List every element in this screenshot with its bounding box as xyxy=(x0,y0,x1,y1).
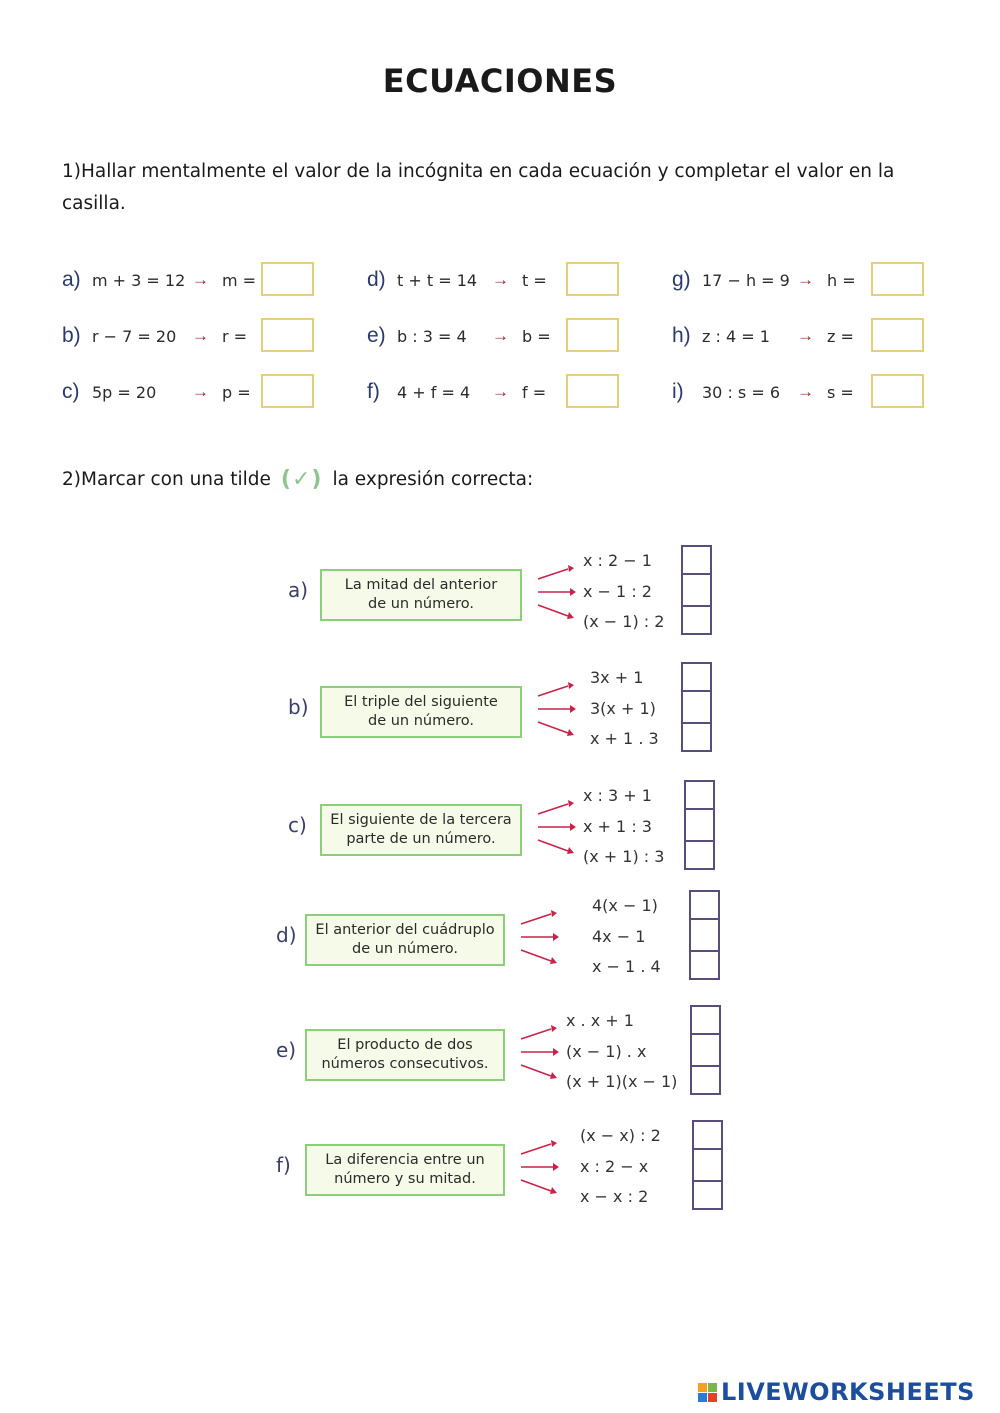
expression-item-5 xyxy=(0,1005,1000,1105)
phrase-line-2: parte de un número. xyxy=(346,831,496,847)
equation-8 xyxy=(672,318,928,354)
arrow-mid-head xyxy=(553,1163,559,1171)
equation-variable: f = xyxy=(522,382,547,402)
option-checkbox[interactable] xyxy=(689,950,720,980)
equation-7 xyxy=(672,262,928,298)
phrase-line-2: de un número. xyxy=(367,713,475,729)
phrase-line-2: números consecutivos. xyxy=(321,1056,489,1072)
equation-expression: t + t = 14 xyxy=(397,270,478,290)
item-label: a) xyxy=(288,578,309,602)
equation-label: h) xyxy=(672,324,691,347)
phrase-line-2: de un número. xyxy=(351,941,459,957)
option-checkbox[interactable] xyxy=(681,692,712,722)
arrow-right-icon: → xyxy=(492,382,509,401)
option-checkbox[interactable] xyxy=(681,722,712,752)
arrow-right-icon: → xyxy=(492,326,509,345)
equation-variable: b = xyxy=(522,326,551,346)
answer-box[interactable] xyxy=(871,318,924,352)
logo-square xyxy=(708,1393,717,1402)
phrase-line-1: El triple del siguiente xyxy=(344,694,498,710)
arrow-down-line xyxy=(538,722,568,733)
arrow-down-line xyxy=(521,1065,551,1076)
equation-label: e) xyxy=(367,324,386,347)
expression-item-3 xyxy=(0,780,1000,880)
expression-option: 3x + 1 xyxy=(590,668,644,687)
equation-variable: s = xyxy=(827,382,854,402)
check-mark-icon: (✓) xyxy=(280,467,323,492)
expression-option: x : 2 − 1 xyxy=(583,551,652,570)
arrow-down-head xyxy=(567,847,574,854)
arrow-right-icon: → xyxy=(192,270,209,289)
arrow-up-line xyxy=(538,686,568,696)
logo-mark-icon xyxy=(698,1383,717,1402)
arrow-up-line xyxy=(521,914,551,924)
branch-arrows-icon xyxy=(521,1136,561,1206)
arrow-right-icon: → xyxy=(192,326,209,345)
answer-box[interactable] xyxy=(566,262,619,296)
option-checkbox[interactable] xyxy=(690,1065,721,1095)
equation-label: a) xyxy=(62,268,81,291)
equation-label: d) xyxy=(367,268,386,291)
equation-2 xyxy=(62,318,318,354)
arrow-down-head xyxy=(550,957,557,964)
arrow-right-icon: → xyxy=(797,382,814,401)
equation-label: g) xyxy=(672,268,691,291)
logo-square xyxy=(698,1383,707,1392)
item-label: d) xyxy=(276,923,297,947)
equation-label: c) xyxy=(62,380,80,403)
equation-variable: z = xyxy=(827,326,854,346)
answer-box[interactable] xyxy=(261,318,314,352)
branch-arrows-icon xyxy=(538,796,578,866)
expression-option: (x + 1) : 3 xyxy=(583,847,665,866)
equation-expression: 5p = 20 xyxy=(92,382,157,402)
equation-expression: m + 3 = 12 xyxy=(92,270,186,290)
option-checkbox[interactable] xyxy=(681,575,712,605)
arrow-down-line xyxy=(521,1180,551,1191)
option-checkbox[interactable] xyxy=(684,810,715,840)
branch-arrows-icon xyxy=(521,906,561,976)
expression-option: 4(x − 1) xyxy=(592,896,658,915)
equation-variable: h = xyxy=(827,270,856,290)
option-checkbox[interactable] xyxy=(692,1150,723,1180)
equation-expression: 17 − h = 9 xyxy=(702,270,790,290)
phrase-box xyxy=(305,1029,505,1081)
answer-box[interactable] xyxy=(261,262,314,296)
arrow-down-line xyxy=(538,605,568,616)
branch-arrows-icon xyxy=(538,561,578,631)
equation-variable: p = xyxy=(222,382,251,402)
equation-6 xyxy=(367,374,623,410)
equation-variable: m = xyxy=(222,270,257,290)
page-title: ECUACIONES xyxy=(382,62,618,100)
arrow-up-line xyxy=(538,569,568,579)
answer-box[interactable] xyxy=(261,374,314,408)
arrow-down-head xyxy=(567,729,574,736)
logo-square xyxy=(698,1393,707,1402)
arrow-up-line xyxy=(521,1029,551,1039)
expression-item-6 xyxy=(0,1120,1000,1220)
arrow-down-head xyxy=(550,1187,557,1194)
expression-option: x : 2 − x xyxy=(580,1157,649,1176)
arrow-mid-head xyxy=(570,823,576,831)
arrow-right-icon: → xyxy=(797,326,814,345)
arrow-down-line xyxy=(538,840,568,851)
instruction-1: 1)Hallar mentalmente el valor de la incógnita en cada ecuación y completar el valor en la casilla. xyxy=(62,161,895,214)
arrow-up-head xyxy=(551,1140,557,1147)
expression-option: x − 1 : 2 xyxy=(583,582,652,601)
expression-option: x + 1 : 3 xyxy=(583,817,652,836)
expression-option: x − x : 2 xyxy=(580,1187,649,1206)
equation-label: b) xyxy=(62,324,81,347)
option-checkbox[interactable] xyxy=(692,1180,723,1210)
equation-variable: r = xyxy=(222,326,248,346)
phrase-line-2: de un número. xyxy=(367,596,475,612)
answer-box[interactable] xyxy=(871,262,924,296)
answer-box[interactable] xyxy=(566,318,619,352)
arrow-down-head xyxy=(550,1072,557,1079)
phrase-line-1: La diferencia entre un xyxy=(325,1152,485,1168)
phrase-line-1: La mitad del anterior xyxy=(344,577,498,593)
arrow-up-head xyxy=(551,910,557,917)
option-checkbox[interactable] xyxy=(690,1005,721,1035)
arrow-up-line xyxy=(538,804,568,814)
logo-square xyxy=(708,1383,717,1392)
item-label: c) xyxy=(288,813,307,837)
equation-expression: z : 4 = 1 xyxy=(702,326,770,346)
expression-item-1 xyxy=(0,545,1000,645)
phrase-line-2: número y su mitad. xyxy=(334,1171,476,1187)
expression-option: x + 1 . 3 xyxy=(590,729,659,748)
arrow-right-icon: → xyxy=(192,382,209,401)
branch-arrows-icon xyxy=(521,1021,561,1091)
expression-option: (x − x) : 2 xyxy=(580,1126,661,1145)
arrow-up-head xyxy=(568,682,574,689)
arrow-down-head xyxy=(567,612,574,619)
brand-name: LIVEWORKSHEETS xyxy=(721,1378,975,1406)
phrase-line-1: El producto de dos xyxy=(337,1037,473,1053)
arrow-mid-head xyxy=(553,933,559,941)
arrow-mid-head xyxy=(553,1048,559,1056)
expression-option: x : 3 + 1 xyxy=(583,786,652,805)
equation-expression: 4 + f = 4 xyxy=(397,382,471,402)
expression-option: 4x − 1 xyxy=(592,927,646,946)
option-checkbox[interactable] xyxy=(689,890,720,920)
phrase-box xyxy=(305,914,505,966)
item-label: e) xyxy=(276,1038,297,1062)
equation-expression: b : 3 = 4 xyxy=(397,326,467,346)
expression-option: 3(x + 1) xyxy=(590,699,656,718)
expression-option: (x − 1) . x xyxy=(566,1042,647,1061)
option-checkbox[interactable] xyxy=(689,920,720,950)
expression-item-2 xyxy=(0,662,1000,762)
phrase-line-1: El siguiente de la tercera xyxy=(330,812,512,828)
option-checkbox[interactable] xyxy=(681,605,712,635)
expression-option: (x − 1) : 2 xyxy=(583,612,665,631)
option-checkbox[interactable] xyxy=(690,1035,721,1065)
arrow-up-head xyxy=(551,1025,557,1032)
option-checkbox[interactable] xyxy=(681,545,712,575)
expression-option: x − 1 . 4 xyxy=(592,957,661,976)
phrase-box xyxy=(305,1144,505,1196)
arrow-right-icon: → xyxy=(797,270,814,289)
option-checkbox[interactable] xyxy=(692,1120,723,1150)
item-label: f) xyxy=(276,1153,291,1177)
equation-label: f) xyxy=(367,380,380,403)
liveworksheets-logo xyxy=(698,1378,975,1406)
arrow-right-icon: → xyxy=(492,270,509,289)
phrase-box xyxy=(320,686,522,738)
option-checkbox[interactable] xyxy=(684,780,715,810)
arrow-down-line xyxy=(521,950,551,961)
arrow-up-head xyxy=(568,800,574,807)
phrase-line-1: El anterior del cuádruplo xyxy=(315,922,495,938)
item-label: b) xyxy=(288,695,309,719)
equation-expression: 30 : s = 6 xyxy=(702,382,781,402)
expression-option: x . x + 1 xyxy=(566,1011,634,1030)
phrase-box xyxy=(320,804,522,856)
equation-4 xyxy=(367,262,623,298)
branch-arrows-icon xyxy=(538,678,578,748)
option-checkbox[interactable] xyxy=(681,662,712,692)
arrow-mid-head xyxy=(570,705,576,713)
arrow-mid-head xyxy=(570,588,576,596)
option-checkbox[interactable] xyxy=(684,840,715,870)
answer-box[interactable] xyxy=(566,374,619,408)
equation-label: i) xyxy=(672,380,684,403)
equation-variable: t = xyxy=(522,270,547,290)
expression-option: (x + 1)(x − 1) xyxy=(566,1072,678,1091)
equation-expression: r − 7 = 20 xyxy=(92,326,177,346)
equation-5 xyxy=(367,318,623,354)
instruction-2-text-end: la expresión correcta: xyxy=(332,469,534,490)
phrase-box xyxy=(320,569,522,621)
answer-box[interactable] xyxy=(871,374,924,408)
arrow-up-head xyxy=(568,565,574,572)
equation-3 xyxy=(62,374,318,410)
expression-item-4 xyxy=(0,890,1000,990)
instruction-2 xyxy=(62,464,533,496)
equation-1 xyxy=(62,262,318,298)
equation-9 xyxy=(672,374,928,410)
instruction-2-text-start: 2)Marcar con una tilde xyxy=(62,469,271,490)
arrow-up-line xyxy=(521,1144,551,1154)
